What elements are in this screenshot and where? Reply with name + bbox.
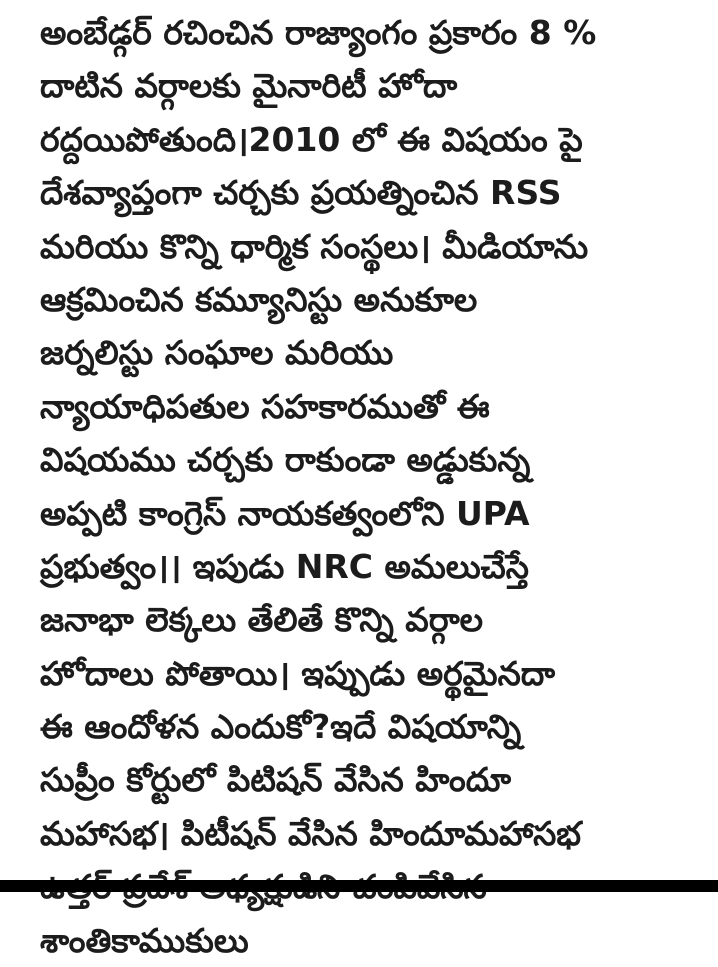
- bottom-bar: [0, 880, 718, 892]
- post-line: అంబేడ్గర్ రచించిన రాజ్యాంగం ప్రకారం 8 %: [40, 13, 597, 52]
- post-line: శాంతికాముకులు: [40, 920, 249, 960]
- post-line: మరియు కొన్ని ధార్మిక సంస్థలు। మీడియాను: [40, 226, 589, 266]
- post-line: అప్పటి కాంగ్రెస్ నాయకత్వంలోని UPA: [40, 493, 530, 533]
- post-line: ప్రభుత్వం।। ఇపుడు NRC అమలుచేస్తే: [40, 546, 529, 586]
- post-line: మహాసభ। పిటీషన్ వేసిన హిందూమహాసభ: [40, 813, 582, 853]
- post-line: జనాభా లెక్కలు తేలితే కొన్ని వర్గాల: [40, 600, 484, 640]
- post-line: రద్దయిపోతుంది।2010 లో ఈ విషయం పై: [40, 119, 583, 159]
- post-line: ఈ ఆందోళన ఎందుకో?ఇదే విషయాన్ని: [40, 707, 522, 747]
- post-line: దాటిన వర్గాలకు మైనారిటీ హోదా: [40, 66, 458, 106]
- post-line: హోదాలు పోతాయి। ఇప్పుడు అర్థమైనదా: [40, 653, 556, 693]
- post-line: దేశవ్యాప్తంగా చర్చకు ప్రయత్నించిన RSS: [40, 173, 562, 213]
- post-line: జర్నలిస్టు సంఘాల మరియు: [40, 333, 394, 373]
- post-line: ఆక్రమించిన కమ్యూనిస్టు అనుకూల: [40, 279, 478, 319]
- post-text: [40, 6, 706, 967]
- post-line: న్యాయాధిపతుల సహకారముతో ఈ: [40, 386, 490, 426]
- post-line: విషయము చర్చకు రాకుండా అడ్డుకున్న: [40, 440, 531, 480]
- post-line: సుప్రీం కోర్టులో పిటిషన్ వేసిన హిందూ: [40, 760, 512, 800]
